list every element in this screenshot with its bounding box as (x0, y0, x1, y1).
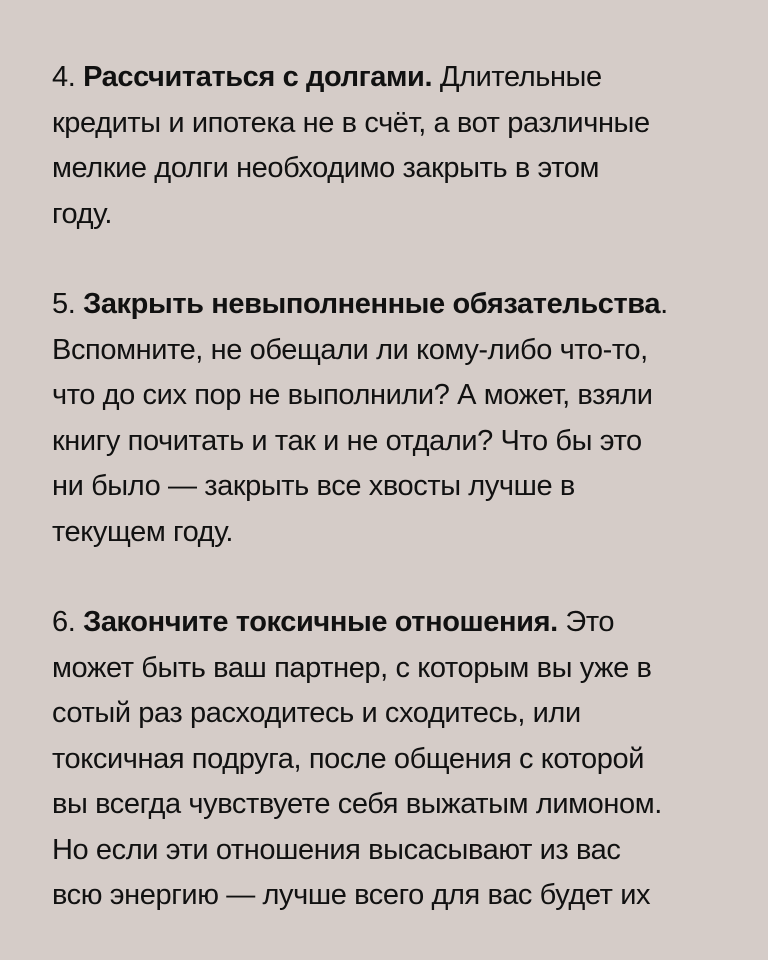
item-text: кредиты и ипотека не в счёт, а вот различные (52, 106, 650, 139)
item-text: что до сих пор не выполнили? А может, взяли (52, 379, 653, 411)
item-text: текущем году. (52, 515, 234, 548)
item-text: может быть ваш партнер, с которым вы уже в (52, 651, 652, 684)
item-number: 4. (52, 61, 76, 93)
list-item-toxic-relationships (52, 600, 716, 919)
item-text: . (660, 288, 668, 320)
item-text: Это (565, 606, 615, 638)
list-item-obligations (52, 282, 716, 555)
item-number: 6. (52, 606, 76, 638)
item-text: всю энергию — лучше всего для вас будет их (52, 879, 651, 911)
item-title: Закончите токсичные отношения. (83, 606, 558, 638)
item-title: Рассчитаться с долгами. (83, 61, 433, 93)
item-text: ни было — закрыть все хвосты лучше в (52, 470, 575, 502)
item-first-line (52, 55, 716, 101)
item-text: Длительные (439, 61, 602, 93)
item-text: году. (52, 197, 113, 230)
item-text: мелкие долги необходимо закрыть в этом (52, 152, 600, 184)
item-text: вы всегда чувствуете себя выжатым лимоном. (52, 788, 662, 820)
list-item-debts (52, 55, 716, 237)
item-text: Вспомните, не обещали ли кому-либо что-то, (52, 333, 648, 366)
item-text: токсичная подруга, после общения с которой (52, 742, 645, 775)
item-first-line (52, 600, 716, 646)
item-title: Закрыть невыполненные обязательства (83, 288, 661, 320)
item-text: сотый раз расходитесь и сходитесь, или (52, 697, 581, 729)
item-first-line (52, 282, 716, 328)
item-text: Но если эти отношения высасывают из вас (52, 833, 621, 866)
item-number: 5. (52, 288, 76, 320)
item-text: книгу почитать и так и не отдали? Что бы это (52, 424, 642, 457)
